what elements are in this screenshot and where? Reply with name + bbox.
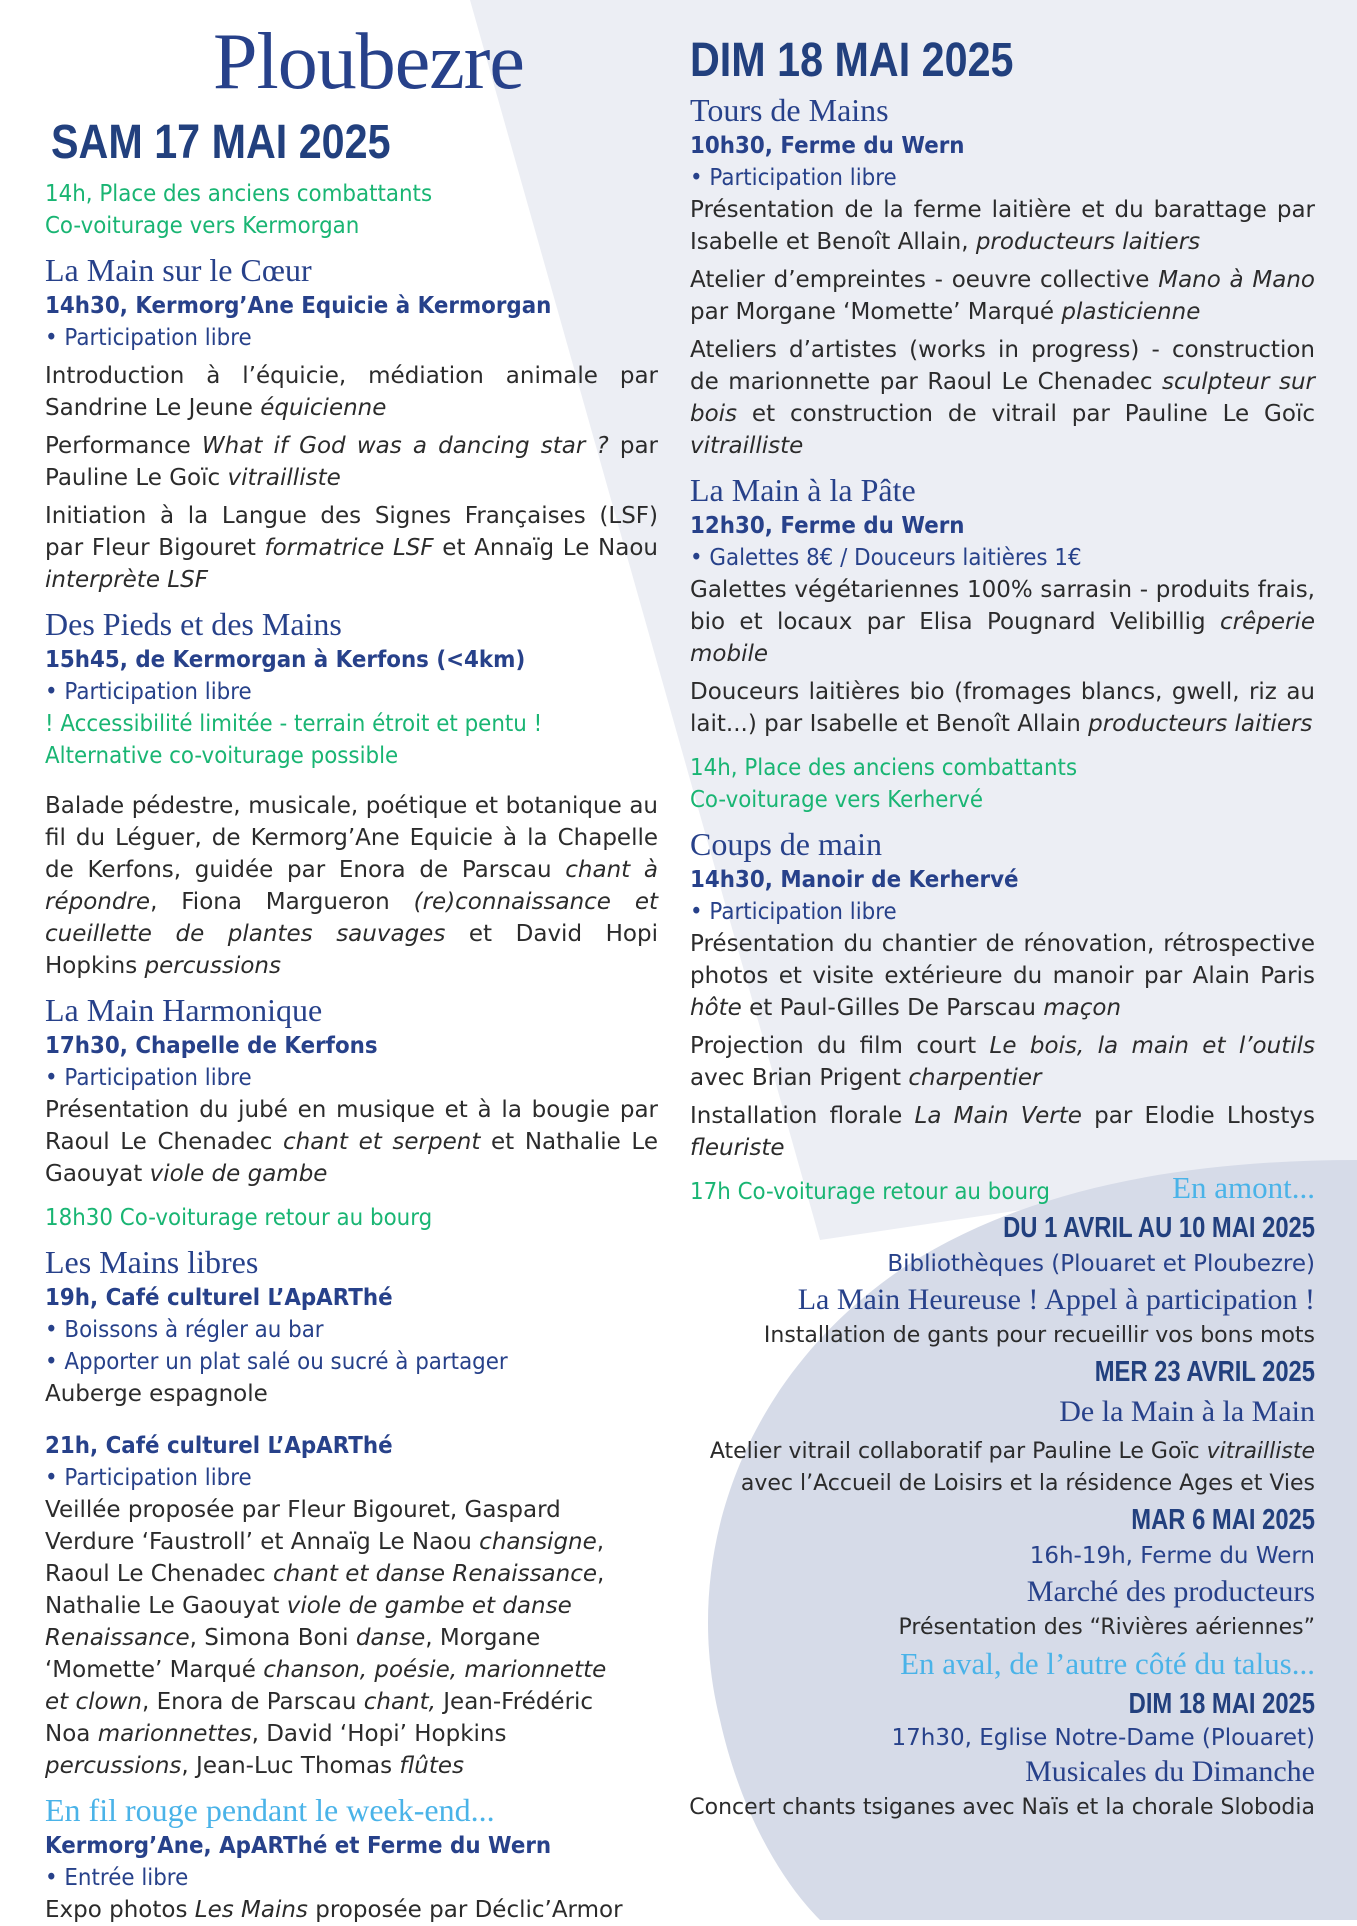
event-time-place: 19h, Café culturel L’ApARThé bbox=[45, 1285, 393, 1311]
event-access: • Participation libre bbox=[690, 899, 897, 925]
event-title: La Main Harmonique bbox=[45, 992, 323, 1028]
event-title: Les Mains libres bbox=[45, 1244, 259, 1280]
event-title: Marché des producteurs bbox=[1026, 1575, 1315, 1608]
event-description: Douceurs laitières bio (fromages blancs, gwell, riz au lait...) par Isabelle et Benoît Allain producteurs laitiers bbox=[690, 679, 1315, 737]
event-title: Tours de Mains bbox=[690, 92, 889, 128]
sunday-date: DIM 18 MAI 2025 bbox=[690, 34, 1014, 87]
event-description: Présentation des “Rivières aériennes” bbox=[898, 1615, 1315, 1640]
event-time-place: 15h45, de Kermorgan à Kerfons (<4km) bbox=[45, 647, 526, 673]
event-description: Concert chants tsiganes avec Naïs et la chorale Slobodia bbox=[689, 1795, 1315, 1820]
event-time-place: 14h30, Manoir de Kerhervé bbox=[690, 867, 1019, 893]
carpool-note: Alternative co-voiturage possible bbox=[45, 743, 399, 769]
event-description: Auberge espagnole bbox=[45, 1381, 268, 1407]
event-note: • Apporter un plat salé ou sucré à partager bbox=[45, 1349, 508, 1375]
event-access: • Participation libre bbox=[690, 165, 897, 191]
event-access: • Participation libre bbox=[45, 1465, 252, 1491]
event-time-place: 12h30, Ferme du Wern bbox=[690, 513, 965, 539]
town-title: Ploubezre bbox=[213, 18, 524, 106]
event-description: Atelier d’empreintes - oeuvre collective Mano à Mano par Morgane ‘Momette’ Marqué plasticienne bbox=[690, 267, 1315, 325]
event-description: Installation de gants pour recueillir vos bons mots bbox=[763, 1323, 1315, 1348]
event-date: MAR 6 MAI 2025 bbox=[1131, 1504, 1315, 1536]
left-column bbox=[45, 0, 658, 1926]
event-date: DU 1 AVRIL AU 10 MAI 2025 bbox=[1003, 1212, 1315, 1244]
saturday-date: SAM 17 MAI 2025 bbox=[51, 116, 391, 169]
event-note: • Boissons à régler au bar bbox=[45, 1317, 324, 1343]
event-access: • Participation libre bbox=[45, 679, 252, 705]
event-title: La Main Heureuse ! Appel à participation ! bbox=[797, 1283, 1315, 1316]
event-description: Galettes végétariennes 100% sarrasin - produits frais, bio et locaux par Elisa Pougnard Velibillig crêperie mobile bbox=[690, 577, 1315, 667]
event-time-place: 10h30, Ferme du Wern bbox=[690, 133, 965, 159]
event-description: Présentation du chantier de rénovation, rétrospective photos et visite extérieure du manoir par Alain Paris hôte et Paul-Gilles De Parscau maçon bbox=[690, 931, 1315, 1021]
event-time-place: Kermorg’Ane, ApARThé et Ferme du Wern bbox=[45, 1833, 552, 1859]
meet-point: 14h, Place des anciens combattants bbox=[45, 181, 433, 207]
event-place: Bibliothèques (Plouaret et Ploubezre) bbox=[887, 1251, 1315, 1277]
event-description: Ateliers d’artistes (works in progress) - construction de marionnette par Raoul Le Chenadec sculpteur sur bois et construction de vitrail par Pauline Le Goïc vitrailliste bbox=[690, 337, 1315, 459]
event-place: 16h-19h, Ferme du Wern bbox=[1029, 1543, 1315, 1569]
event-time-place: 14h30, Kermorg’Ane Equicie à Kermorgan bbox=[45, 293, 552, 319]
event-description: Projection du film court Le bois, la main et l’outils avec Brian Prigent charpentier bbox=[690, 1033, 1315, 1091]
event-description: avec l’Accueil de Loisirs et la résidence Ages et Vies bbox=[740, 1471, 1315, 1496]
event-description: Balade pédestre, musicale, poétique et botanique au fil du Léguer, de Kermorg’Ane Equicie à la Chapelle de Kerfons, guidée par Enora de Parscau chant à répondre, Fiona Margueron (re)connaissance et cueillette de plantes sauvages et David Hopi Hopkins percussions bbox=[45, 793, 658, 979]
event-description: Performance What if God was a dancing star ? par Pauline Le Goïc vitrailliste bbox=[45, 433, 658, 491]
section-heading: En amont... bbox=[1172, 1170, 1315, 1205]
event-time-place: 17h30, Chapelle de Kerfons bbox=[45, 1033, 378, 1059]
event-title: La Main à la Pâte bbox=[690, 472, 916, 508]
event-description: Introduction à l’équicie, médiation animale par Sandrine Le Jeune équicienne bbox=[45, 363, 658, 421]
event-date: MER 23 AVRIL 2025 bbox=[1094, 1356, 1315, 1388]
event-date: DIM 18 MAI 2025 bbox=[1128, 1688, 1315, 1720]
meet-point: 14h, Place des anciens combattants bbox=[690, 755, 1078, 781]
weekend-title: En fil rouge pendant le week-end... bbox=[45, 1792, 495, 1828]
event-time-place: 21h, Café culturel L’ApARThé bbox=[45, 1433, 393, 1459]
event-title: De la Main à la Main bbox=[1059, 1395, 1315, 1428]
before-after-section bbox=[615, 1168, 1315, 1824]
event-price: • Galettes 8€ / Douceurs laitières 1€ bbox=[690, 545, 1082, 571]
carpool-note: Co-voiturage vers Kerhervé bbox=[690, 787, 984, 813]
event-description: Présentation du jubé en musique et à la bougie par Raoul Le Chenadec chant et serpent et Nathalie Le Gaouyat viole de gambe bbox=[45, 1097, 658, 1187]
event-access: • Participation libre bbox=[45, 1065, 252, 1091]
carpool-note: Co-voiturage vers Kermorgan bbox=[45, 213, 360, 239]
event-title: Coups de main bbox=[690, 826, 882, 862]
event-access: • Entrée libre bbox=[45, 1865, 189, 1891]
event-description: Présentation de la ferme laitière et du barattage par Isabelle et Benoît Allain, producteurs laitiers bbox=[690, 197, 1315, 255]
event-place: 17h30, Eglise Notre-Dame (Plouaret) bbox=[891, 1725, 1315, 1751]
event-description: Expo photos Les Mains proposée par Déclic’Armor bbox=[45, 1897, 623, 1923]
accessibility-warning: ! Accessibilité limitée - terrain étroit et pentu ! bbox=[45, 711, 543, 737]
event-description: Veillée proposée par Fleur Bigouret, Gaspard Verdure ‘Faustroll’ et Annaïg Le Naou chansigne, Raoul Le Chenadec chant et danse Renaissance, Nathalie Le Gaouyat viole de gambe et danse Renaissance, Simona Boni danse, Morgane ‘Momette’ Marqué chanson, poésie, marionnette et clown, Enora de Parscau chant, Jean-Frédéric Noa marionnettes, David ‘Hopi’ Hopkins percussions, Jean-Luc Thomas flûtes bbox=[45, 1497, 607, 1779]
event-title: Musicales du Dimanche bbox=[1025, 1755, 1315, 1788]
event-access: • Participation libre bbox=[45, 325, 252, 351]
event-description: Atelier vitrail collaboratif par Pauline Le Goïc vitrailliste bbox=[709, 1439, 1315, 1464]
event-description: Installation florale La Main Verte par Elodie Lhostys fleuriste bbox=[690, 1103, 1315, 1161]
event-title: La Main sur le Cœur bbox=[45, 252, 312, 288]
carpool-return: 18h30 Co-voiturage retour au bourg bbox=[45, 1205, 433, 1231]
right-column bbox=[690, 0, 1315, 1208]
event-title: Des Pieds et des Mains bbox=[45, 606, 342, 642]
section-heading: En aval, de l’autre côté du talus... bbox=[900, 1646, 1315, 1681]
event-description: Initiation à la Langue des Signes Françaises (LSF) par Fleur Bigouret formatrice LSF et Annaïg Le Naou interprète LSF bbox=[45, 503, 658, 593]
carpool-return: 17h Co-voiturage retour au bourg bbox=[690, 1179, 1050, 1205]
